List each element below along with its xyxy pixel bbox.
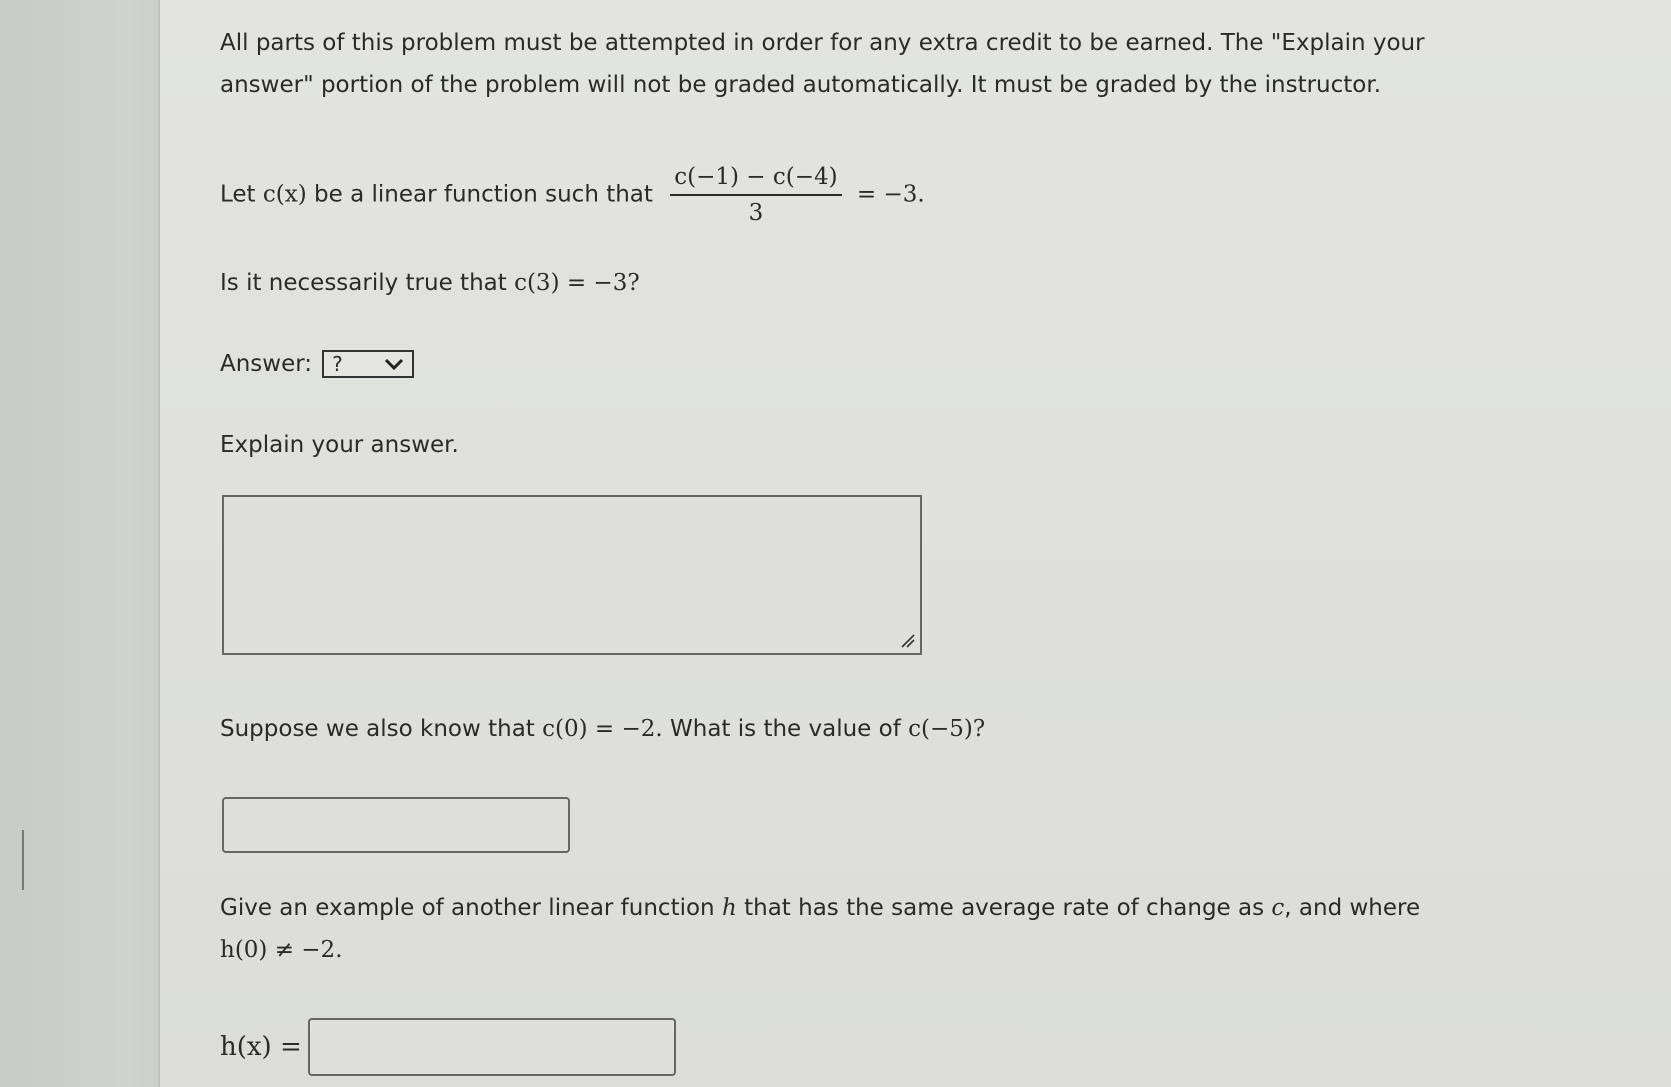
- q1-func: c(x): [262, 181, 307, 208]
- q3-expr2: c(−5)?: [908, 716, 986, 742]
- question-necessarily-true: [220, 262, 640, 304]
- q4-var-h: h: [721, 895, 737, 921]
- h-function-input[interactable]: [308, 1018, 676, 1076]
- h-label: h(x) =: [220, 1032, 302, 1062]
- difference-quotient: [670, 160, 841, 230]
- fraction-numerator: c(−1) − c(−4): [670, 160, 841, 196]
- question-c-minus-5: [220, 708, 985, 750]
- q1-suffix: = −3.: [856, 181, 925, 208]
- q1-middle: be a linear function such that: [306, 181, 653, 208]
- question-example-function: [220, 887, 1510, 971]
- problem-page: [158, 0, 1671, 1087]
- q4-text3: , and where: [1284, 895, 1421, 921]
- problem-content: [220, 0, 1660, 1087]
- question-linear-function: [220, 160, 925, 230]
- q2-expr: c(3) = −3?: [514, 270, 640, 296]
- q4-expr: h(0) ≠ −2.: [220, 937, 343, 963]
- q4-line-1: [220, 887, 1510, 929]
- chevron-down-icon: [384, 357, 404, 371]
- explain-label: Explain your answer.: [220, 432, 459, 458]
- c-minus-5-input[interactable]: [222, 797, 570, 853]
- answer-dropdown[interactable]: [322, 350, 414, 378]
- explain-textarea[interactable]: [222, 495, 922, 655]
- q1-prefix: Let: [220, 181, 263, 208]
- answer-row: [220, 347, 414, 381]
- q4-var-c: c: [1271, 895, 1285, 921]
- left-margin: [0, 0, 158, 1087]
- q4-text: Give an example of another linear function: [220, 895, 722, 921]
- pen-mark: [22, 830, 24, 890]
- q3-expr1: c(0) = −2.: [542, 716, 663, 742]
- fraction-denominator: 3: [748, 200, 764, 226]
- h-function-row: [220, 1018, 676, 1076]
- q3-prefix: Suppose we also know that: [220, 716, 543, 742]
- q4-text2: that has the same average rate of change as: [736, 895, 1272, 921]
- answer-selected: ?: [332, 352, 343, 376]
- instructions-line-1: All parts of this problem must be attempted in order for any extra credit to be earned. The "Explain your: [220, 30, 1425, 56]
- instructions-line-2: answer" portion of the problem will not be graded automatically. It must be graded by the instructor.: [220, 72, 1382, 98]
- instructions-text: [220, 22, 1510, 106]
- q2-prefix: Is it necessarily true that: [220, 270, 515, 296]
- q3-middle: What is the value of: [662, 716, 909, 742]
- answer-label: Answer:: [220, 351, 313, 377]
- resize-handle-icon[interactable]: [898, 631, 916, 649]
